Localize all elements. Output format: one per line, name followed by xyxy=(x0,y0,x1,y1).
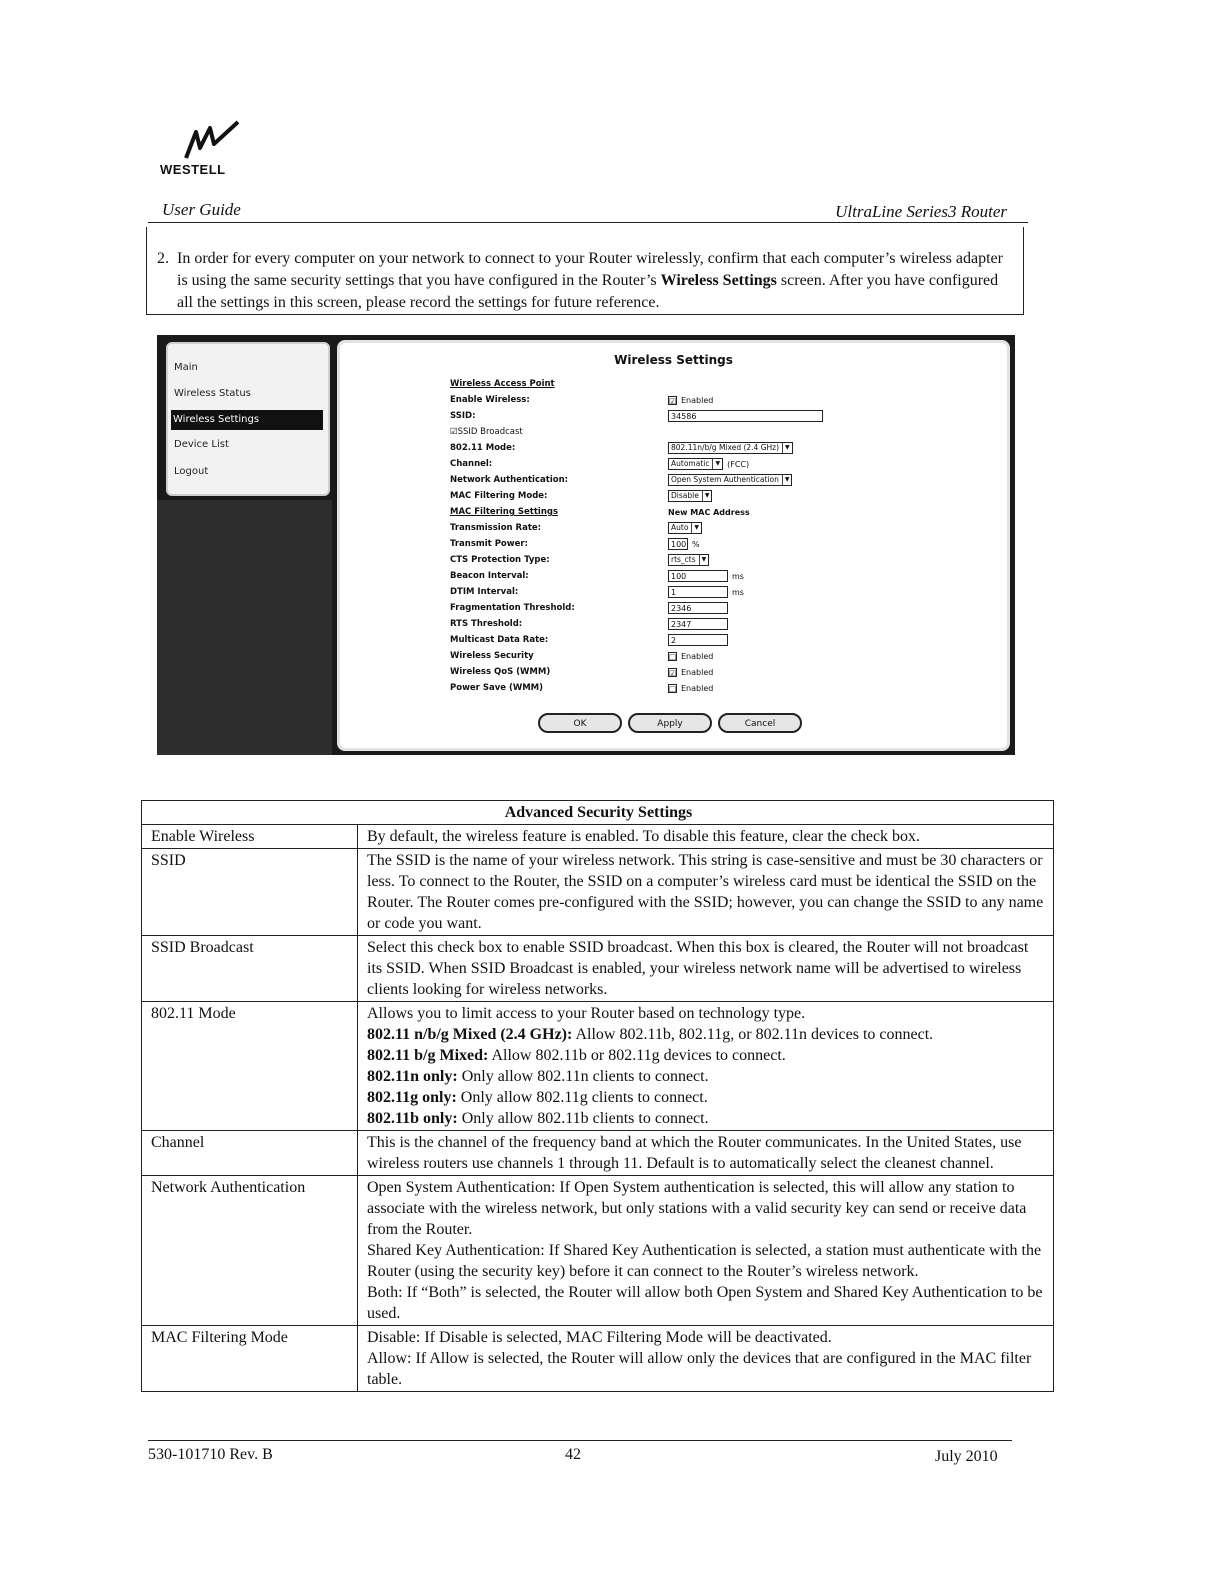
setting-name: SSID Broadcast xyxy=(142,936,358,1002)
description-text: Both: If “Both” is selected, the Router will allow both Open System and Shared Key Authentication to be used. xyxy=(367,1284,1043,1322)
row-enable-wireless xyxy=(450,393,890,409)
westell-logo xyxy=(160,118,260,180)
row-label: Transmission Rate: xyxy=(450,523,542,533)
row-dtim-interval xyxy=(450,585,890,601)
description-line xyxy=(367,1087,1046,1108)
row-label: Fragmentation Threshold: xyxy=(450,603,575,613)
checkbox-text: Enabled xyxy=(681,667,714,677)
mode-term: 802.11b only: xyxy=(367,1110,458,1127)
row-label: 802.11 Mode: xyxy=(450,443,516,453)
table-row xyxy=(142,1131,1054,1176)
setting-name: MAC Filtering Mode xyxy=(142,1326,358,1392)
row-label: Enable Wireless: xyxy=(450,395,530,405)
row-ssid-broadcast xyxy=(450,425,890,441)
fragmentation-input[interactable]: 2346 xyxy=(668,602,728,614)
step-text: In order for every computer on your network to connect to your Router wirelessly, confirm that each computer’s wireless adapter is using the same security settings that you have configured in the Router’s xyxy=(177,250,1003,289)
chevron-down-icon: ▼ xyxy=(782,475,790,485)
row-label: MAC Filtering Mode: xyxy=(450,491,548,501)
row-label: Wireless Security xyxy=(450,651,534,661)
ssid-broadcast-checkbox[interactable]: ☑SSID Broadcast xyxy=(450,427,523,437)
description-text: Disable: If Disable is selected, MAC Filtering Mode will be deactivated. xyxy=(367,1329,832,1346)
setting-name: 802.11 Mode xyxy=(142,1002,358,1131)
setting-description xyxy=(358,1176,1054,1326)
row-rts-threshold xyxy=(450,617,890,633)
row-wireless-access-point xyxy=(450,377,890,393)
cts-select[interactable] xyxy=(668,554,709,566)
row-label: Beacon Interval: xyxy=(450,571,529,581)
description-text: Shared Key Authentication: If Shared Key Authentication is selected, a station must authenticate with the Router (using the security key) before it can connect to the Router’s wireless network. xyxy=(367,1242,1042,1280)
chevron-down-icon: ▼ xyxy=(702,491,710,501)
instruction-box xyxy=(146,227,1024,315)
description-text: Open System Authentication: If Open System authentication is selected, this will allow any station to associate with the wireless network, but only stations with a valid security key can send or receive data from the Router. xyxy=(367,1179,1027,1238)
window-title: Wireless Settings xyxy=(614,353,733,367)
multicast-rate-input[interactable]: 2 xyxy=(668,634,728,646)
unit-label: ms xyxy=(732,587,744,597)
select-value: rts_cts xyxy=(671,555,696,564)
step-body xyxy=(157,248,1005,314)
mode-select[interactable] xyxy=(668,442,793,454)
setting-description xyxy=(358,1326,1054,1392)
setting-description xyxy=(358,936,1054,1002)
row-power-save xyxy=(450,681,890,697)
table-row xyxy=(142,1326,1054,1392)
router-sidebar xyxy=(166,342,330,496)
mode-term: 802.11n only: xyxy=(367,1068,458,1085)
chevron-down-icon: ▼ xyxy=(782,443,790,453)
new-mac-address-link[interactable]: New MAC Address xyxy=(668,507,750,517)
mode-text: Only allow 802.11b clients to connect. xyxy=(457,1110,709,1127)
router-screenshot xyxy=(157,335,1015,755)
row-fragmentation-threshold xyxy=(450,601,890,617)
row-label: Wireless Access Point xyxy=(450,379,555,389)
nav-item-wireless-settings[interactable]: Wireless Settings xyxy=(171,410,323,430)
nav-item-logout[interactable]: Logout xyxy=(174,466,209,477)
mode-term: 802.11g only: xyxy=(367,1089,457,1106)
row-label: DTIM Interval: xyxy=(450,587,519,597)
row-mac-filtering-settings xyxy=(450,505,890,521)
mode-text: Only allow 802.11g clients to connect. xyxy=(456,1089,708,1106)
nav-item-main[interactable]: Main xyxy=(174,362,198,373)
mode-term: 802.11 n/b/g Mixed (2.4 GHz): xyxy=(367,1026,573,1043)
row-label: Wireless QoS (WMM) xyxy=(450,667,551,677)
row-label: SSID: xyxy=(450,411,476,421)
document-date: July 2010 xyxy=(935,1448,998,1465)
select-value: 802.11n/b/g Mixed (2.4 GHz) xyxy=(671,443,780,452)
footer-rule xyxy=(148,1440,1012,1441)
row-mac-filtering-mode xyxy=(450,489,890,505)
description-line xyxy=(367,1066,1046,1087)
description-text: By default, the wireless feature is enabled. To disable this feature, clear the check box. xyxy=(367,828,921,845)
row-network-authentication xyxy=(450,473,890,489)
description-line xyxy=(367,1024,1046,1045)
setting-name: SSID xyxy=(142,849,358,936)
description-line xyxy=(367,1045,1046,1066)
description-text: Allow: If Allow is selected, the Router will allow only the devices that are configured in the MAC filter table. xyxy=(367,1350,1032,1388)
setting-name: Network Authentication xyxy=(142,1176,358,1326)
chevron-down-icon: ▼ xyxy=(699,555,707,565)
row-label: Multicast Data Rate: xyxy=(450,635,549,645)
row-label: CTS Protection Type: xyxy=(450,555,550,565)
header-rule xyxy=(148,222,1028,223)
button-bar xyxy=(538,713,802,733)
mac-filtering-select[interactable] xyxy=(668,490,712,502)
channel-select[interactable] xyxy=(668,458,723,470)
description-text: This is the channel of the frequency band at which the Router communicates. In the United States, use wireless routers use channels 1 through 11. Default is to automatically select the cleanest channel. xyxy=(367,1134,1022,1172)
unit-label: % xyxy=(692,539,700,549)
row-label: RTS Threshold: xyxy=(450,619,523,629)
header-right: UltraLine Series3 Router xyxy=(835,202,1007,221)
step-text-bold: Wireless Settings xyxy=(660,272,777,289)
chevron-down-icon: ▼ xyxy=(691,523,699,533)
beacon-interval-input[interactable]: 100 xyxy=(668,570,728,582)
table-row xyxy=(142,1002,1054,1131)
nav-item-device-list[interactable]: Device List xyxy=(174,439,229,450)
checkbox-text: Enabled xyxy=(681,651,714,661)
cancel-button[interactable]: Cancel xyxy=(718,713,802,733)
table-row xyxy=(142,825,1054,849)
row-80211-mode xyxy=(450,441,890,457)
checkbox-text: Enabled xyxy=(681,395,714,405)
sidebar-background xyxy=(157,500,332,755)
description-text: Allows you to limit access to your Router based on technology type. xyxy=(367,1005,806,1022)
setting-name: Channel xyxy=(142,1131,358,1176)
header-left: User Guide xyxy=(162,200,241,219)
row-ssid xyxy=(450,409,890,425)
setting-description xyxy=(358,1131,1054,1176)
row-label: Transmit Power: xyxy=(450,539,528,549)
description-text: The SSID is the name of your wireless network. This string is case-sensitive and must be 30 characters or less. To connect to the Router, the SSID on a computer’s wireless card must be identical the SSID on the Router. The Router comes pre-configured with the SSID; however, you can change the SSID to any name or code you want. xyxy=(367,852,1044,932)
select-value: Open System Authentication xyxy=(671,475,779,484)
select-value: Automatic xyxy=(671,459,710,468)
step-text-end: screen. After you have configured all the settings in this screen, please record the settings for future reference. xyxy=(177,272,999,311)
table-row xyxy=(142,936,1054,1002)
instruction-text xyxy=(157,248,1005,314)
mode-term: 802.11 b/g Mixed: xyxy=(367,1047,489,1064)
setting-description xyxy=(358,1002,1054,1131)
row-label: MAC Filtering Settings xyxy=(450,507,559,517)
row-transmission-rate xyxy=(450,521,890,537)
row-multicast-rate xyxy=(450,633,890,649)
setting-description xyxy=(358,825,1054,849)
row-cts-protection xyxy=(450,553,890,569)
mode-text: Allow 802.11b, 802.11g, or 802.11n devices to connect. xyxy=(572,1026,934,1043)
transmission-rate-select[interactable] xyxy=(668,522,702,534)
select-value: Auto xyxy=(671,523,689,532)
mode-text: Only allow 802.11n clients to connect. xyxy=(457,1068,709,1085)
mode-text: Allow 802.11b or 802.11g devices to connect. xyxy=(488,1047,786,1064)
brand-name: WESTELL xyxy=(160,162,226,177)
wireless-security-checkbox[interactable]: ☐ xyxy=(669,652,677,662)
document-number: 530-101710 Rev. B xyxy=(148,1446,273,1463)
table-row xyxy=(142,1176,1054,1326)
row-label: Power Save (WMM) xyxy=(450,683,544,693)
settings-window xyxy=(337,340,1010,751)
page-number: 42 xyxy=(565,1446,581,1463)
transmit-power-input[interactable]: 100 xyxy=(668,538,688,550)
row-beacon-interval xyxy=(450,569,890,585)
enable-wireless-checkbox[interactable]: ☑ xyxy=(669,396,677,406)
authentication-select[interactable] xyxy=(668,474,792,486)
westell-mark-icon xyxy=(176,118,246,162)
table-row xyxy=(142,849,1054,936)
step-number: 2. xyxy=(157,250,169,267)
description-text: Select this check box to enable SSID broadcast. When this box is cleared, the Router will not broadcast its SSID. When SSID Broadcast is enabled, your wireless network name will be advertised to wireless clients looking for wireless networks. xyxy=(367,939,1029,998)
nav-item-wireless-status[interactable]: Wireless Status xyxy=(174,388,251,399)
channel-region: (FCC) xyxy=(727,459,750,469)
setting-description xyxy=(358,849,1054,936)
rts-threshold-input[interactable]: 2347 xyxy=(668,618,728,630)
row-label: Channel: xyxy=(450,459,493,469)
row-label: Network Authentication: xyxy=(450,475,569,485)
apply-button[interactable]: Apply xyxy=(628,713,712,733)
setting-name: Enable Wireless xyxy=(142,825,358,849)
unit-label: ms xyxy=(732,571,744,581)
select-value: Disable xyxy=(671,491,699,500)
row-wireless-qos xyxy=(450,665,890,681)
ssid-input[interactable]: 34586 xyxy=(668,410,823,422)
dtim-interval-input[interactable]: 1 xyxy=(668,586,728,598)
row-wireless-security xyxy=(450,649,890,665)
row-transmit-power xyxy=(450,537,890,553)
wireless-qos-checkbox[interactable]: ☑ xyxy=(669,668,677,678)
checkbox-text: Enabled xyxy=(681,683,714,693)
advanced-security-table xyxy=(141,800,1054,1392)
table-title: Advanced Security Settings xyxy=(142,801,1054,825)
power-save-checkbox[interactable]: ☐ xyxy=(669,684,677,694)
row-channel xyxy=(450,457,890,473)
description-line xyxy=(367,1108,1046,1129)
ok-button[interactable]: OK xyxy=(538,713,622,733)
chevron-down-icon: ▼ xyxy=(712,459,720,469)
